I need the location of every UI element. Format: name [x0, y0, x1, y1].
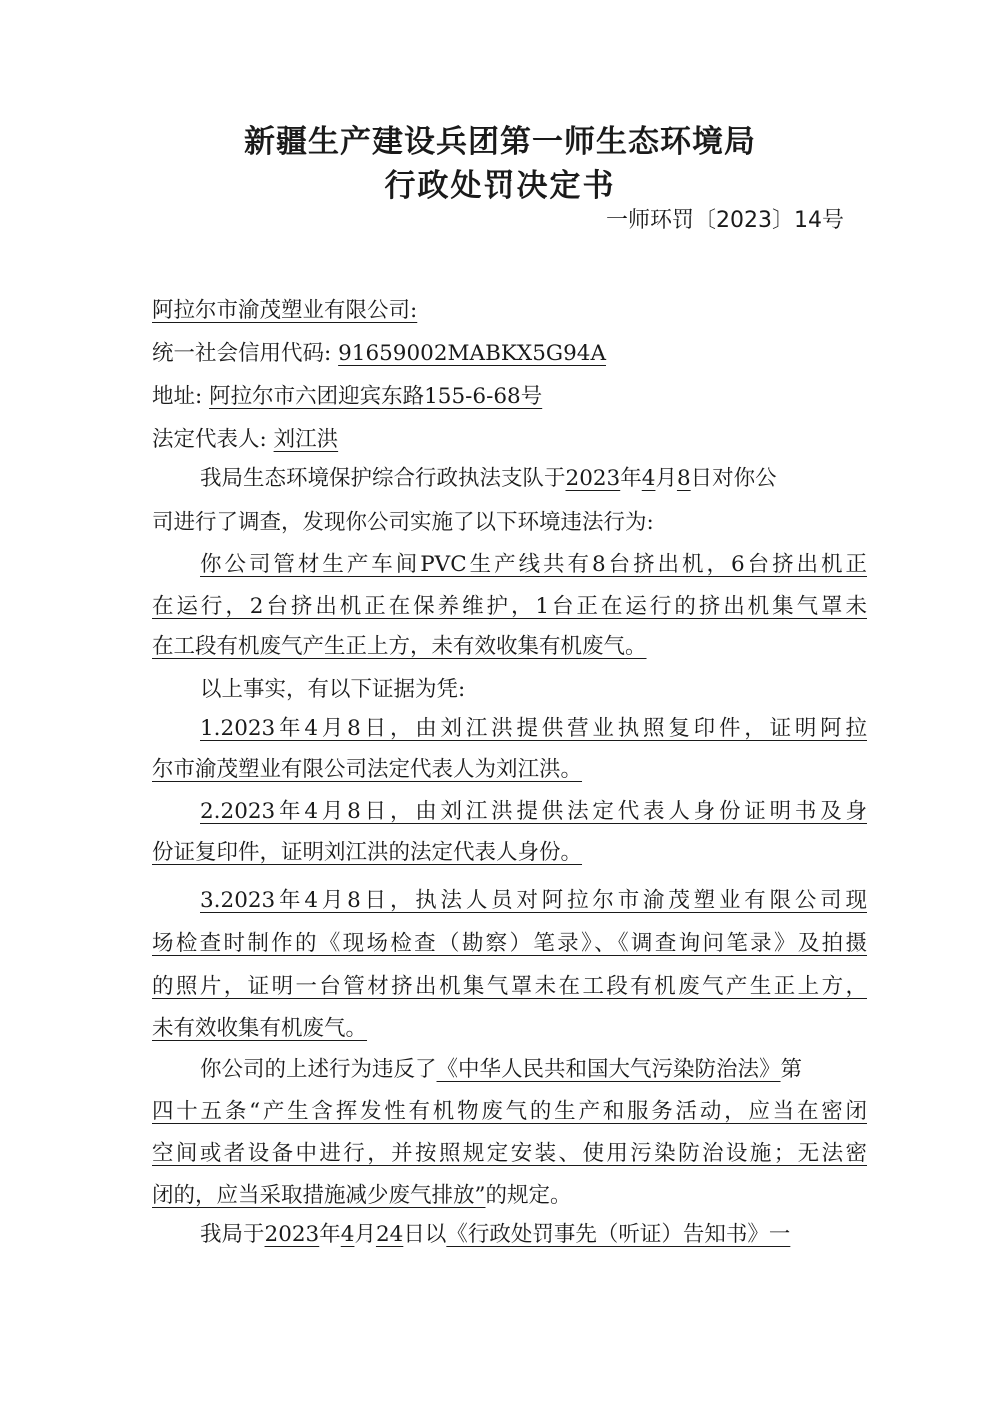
- evidence-3-line-1: 3.2023年4月8日，执法人员对阿拉尔市渝茂塑业有限公司现: [200, 888, 867, 913]
- evidence-2-line-1: 2.2023年4月8日，由刘江洪提供法定代表人身份证明书及身: [200, 799, 867, 824]
- legal-rep-label: 法定代表人:: [152, 427, 267, 452]
- year-char: 年: [620, 466, 642, 491]
- credit-code-label: 统一社会信用代码:: [152, 341, 332, 366]
- document-title-type: 行政处罚决定书: [384, 168, 616, 204]
- legal-rep-name: 刘江洪: [273, 427, 339, 452]
- month-char: 月: [354, 1222, 376, 1247]
- investigation-month: 4: [641, 466, 656, 491]
- evidence-3-line-4: 未有效收集有机废气。: [152, 1016, 368, 1041]
- law-line-2: 四十五条“产生含挥发性有机物废气的生产和服务活动，应当在密闭: [152, 1099, 867, 1124]
- law-name: 《中华人民共和国大气污染防治法》: [436, 1057, 781, 1082]
- party-rep-line: [152, 427, 867, 453]
- evidence-3-line-3: 的照片，证明一台管材挤出机集气罩未在工段有机废气产生正上方，: [152, 974, 867, 999]
- investigation-line-2: 司进行了调查，发现你公司实施了以下环境违法行为:: [152, 510, 654, 535]
- law-tail: 的规定。: [485, 1183, 572, 1208]
- notice-day: 24: [375, 1222, 404, 1247]
- document-title-authority: 新疆生产建设兵团第一师生态环境局: [244, 124, 756, 160]
- law-quote-end: 闭的，应当采取措施减少废气排放”: [152, 1183, 486, 1208]
- law-line-4: [152, 1183, 867, 1209]
- evidence-1-line-2: 尔市渝茂塑业有限公司法定代表人为刘江洪。: [152, 757, 583, 782]
- evidence-3-line-2: 场检查时制作的《现场检查（勘察）笔录》、《调查询问笔录》及拍摄: [152, 931, 867, 956]
- notice-month: 4: [340, 1222, 355, 1247]
- evidence-2-line-2: 份证复印件，证明刘江洪的法定代表人身份。: [152, 840, 583, 865]
- notice-year: 2023: [264, 1222, 320, 1247]
- notice-line-1: [152, 1222, 867, 1248]
- party-credit-line: [152, 341, 867, 367]
- document-number: 一师环罚〔2023〕14号: [606, 208, 844, 233]
- party-company-line: [152, 298, 867, 324]
- violation-line-2: 在运行，2台挤出机正在保养维护，1台正在运行的挤出机集气罩未: [152, 594, 867, 619]
- party-company: 阿拉尔市渝茂塑业有限公司:: [152, 298, 418, 323]
- party-address-line: [152, 384, 867, 410]
- law-article-prefix: 第: [780, 1057, 803, 1082]
- evidence-1-line-1: 1.2023年4月8日，由刘江洪提供营业执照复印件，证明阿拉: [200, 716, 867, 741]
- investigation-line-1: [152, 466, 867, 492]
- investigation-text-tail: 日对你公: [690, 466, 777, 491]
- investigation-day: 8: [676, 466, 691, 491]
- credit-code: 91659002MABKX5G94A: [338, 341, 606, 366]
- address-value: 阿拉尔市六团迎宾东路155-6-68号: [209, 384, 543, 409]
- violation-line-1: 你公司管材生产车间PVC生产线共有8台挤出机，6台挤出机正: [200, 552, 867, 577]
- violation-line-3: 在工段有机废气产生正上方，未有效收集有机废气。: [152, 634, 647, 659]
- law-line-3: 空间或者设备中进行，并按照规定安装、使用污染防治设施；无法密: [152, 1141, 867, 1166]
- notice-document: 《行政处罚事先（听证）告知书》一: [446, 1222, 791, 1247]
- notice-intro: 我局于: [200, 1222, 265, 1247]
- year-char: 年: [319, 1222, 341, 1247]
- investigation-text: 我局生态环境保护综合行政执法支队于: [200, 466, 566, 491]
- notice-connector: 日以: [403, 1222, 447, 1247]
- address-label: 地址:: [152, 384, 203, 409]
- law-intro: 你公司的上述行为违反了: [200, 1057, 437, 1082]
- month-char: 月: [655, 466, 677, 491]
- evidence-intro: 以上事实，有以下证据为凭:: [200, 677, 466, 702]
- investigation-year: 2023: [565, 466, 621, 491]
- law-line-1: [152, 1057, 867, 1083]
